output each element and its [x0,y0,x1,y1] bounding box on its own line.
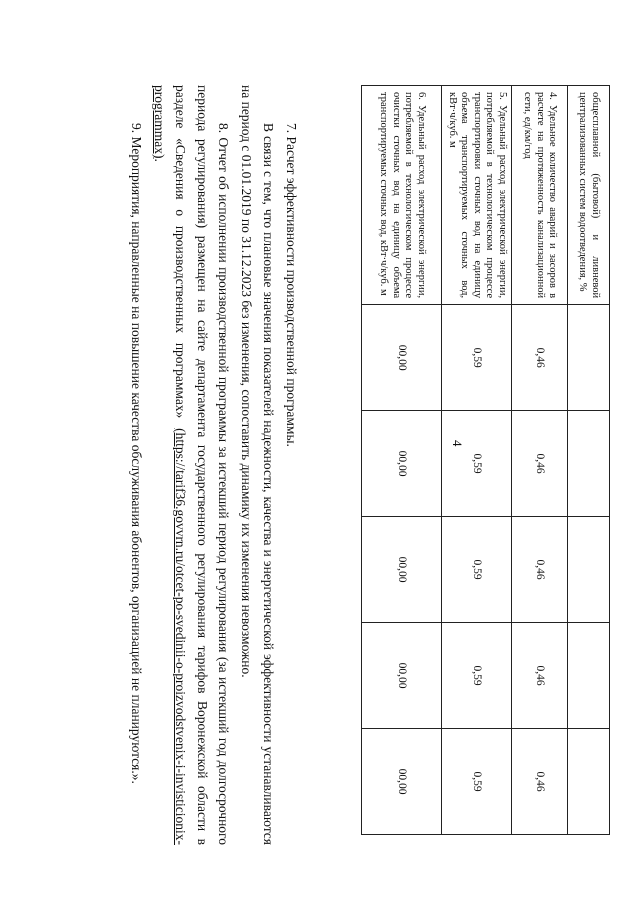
section-8-text: 8. Отчет об исполнении производственной программы за истекший период регулирования (за истекший год долгосрочного периода регулирования) размещен на сайте департамента государственного регулирования тарифов Воронежской области в разделе «Сведения о производственных программах» [173,85,232,845]
indicator-label-cell: общесплавной (бытовой) и ливневой централизованных систем водоотведения, % [568,86,610,305]
indicator-value-cell [568,305,610,411]
indicator-value-cell: 0,46 [512,623,568,729]
table-row [442,86,512,835]
indicator-value-cell: 0,46 [512,411,568,517]
indicator-value-cell: 00,00 [362,305,442,411]
tariff-site-link[interactable]: (https://tarif36.govvrn.ru/otcet-po-svedinii-o-proizvodstvenix-i-invisticionix-programmax) [152,85,189,845]
section-8-tail: . [152,158,168,162]
indicator-value-cell [568,729,610,835]
indicator-value-cell: 0,59 [442,305,512,411]
indicator-label-cell: 4. Удельное количество аварий и засоров в расчете на протяженность канализационной сети, ед/км/год [512,86,568,305]
table-row [568,86,610,835]
indicator-value-cell: 00,00 [362,623,442,729]
section-8-paragraph [149,85,234,845]
indicator-value-cell [568,411,610,517]
indicator-value-cell: 0,46 [512,729,568,835]
table-row [362,86,442,835]
indicator-value-cell: 0,59 [442,729,512,835]
indicator-label-cell: 6. Удельный расход электрической энергии, потребляемой в технологическом процессе очистки сточных вод на единицу объема транспортируемых сточных вод, кВт·ч/куб. м [362,86,442,305]
indicator-value-cell [568,623,610,729]
indicator-value-cell: 0,46 [512,305,568,411]
indicator-value-cell: 0,59 [442,623,512,729]
indicators-table [361,85,610,835]
document-body [123,85,302,845]
section-7-heading: 7. Расчет эффективности производственной программы. [284,123,299,447]
page-number: 4 [450,440,465,447]
indicator-value-cell: 00,00 [362,411,442,517]
indicator-value-cell: 0,59 [442,411,512,517]
indicator-value-cell: 0,46 [512,517,568,623]
table-row [512,86,568,835]
section-9-paragraph: 9. Мероприятия, направленные на повышение качества обслуживания абонентов, организацией не планируются.». [128,123,144,784]
section-7-paragraph: В связи с тем, что плановые значения показателей надежности, качества и энергетической эффективности устанавливаются на период с 01.01.2019 по 31.12.2023 без изменения, сопоставить динамику их изменения невозможно. [239,85,276,845]
indicator-value-cell: 00,00 [362,729,442,835]
indicator-value-cell: 0,59 [442,517,512,623]
indicator-label-cell: 5. Удельный расход электрической энергии, потребляемой в технологическом процессе транспортировки сточных вод на единицу объема транспортируемых сточных вод, кВт·ч/куб. м [442,86,512,305]
indicator-value-cell: 00,00 [362,517,442,623]
indicator-value-cell [568,517,610,623]
